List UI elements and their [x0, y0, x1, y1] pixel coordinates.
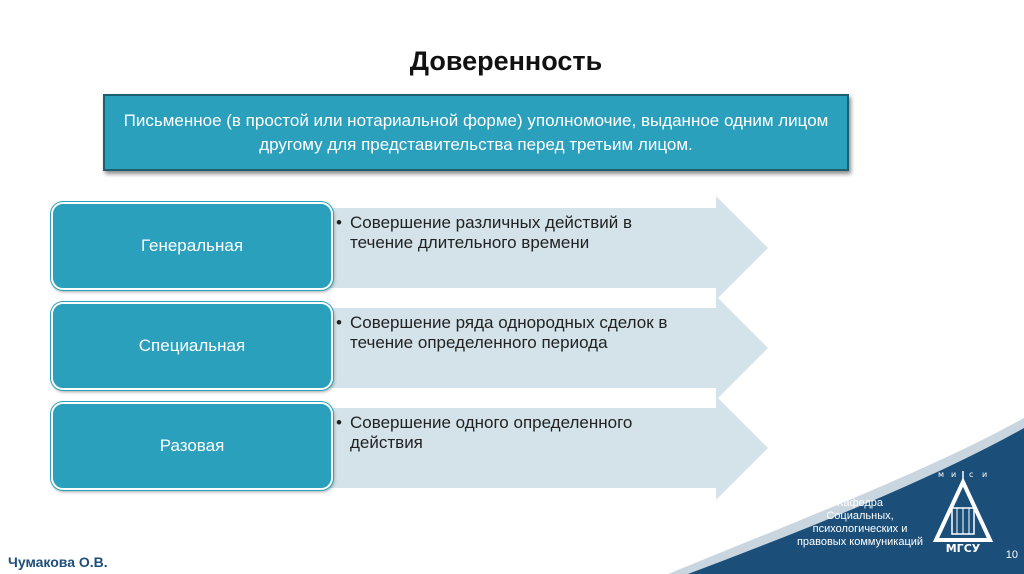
bullet: •: [336, 313, 342, 332]
type-description-text: Совершение одного определенного действия: [350, 413, 633, 452]
department-line: Кафедра: [836, 497, 884, 509]
slide-title: Доверенность: [409, 46, 603, 76]
department-line: правовых коммуникаций: [796, 536, 924, 548]
type-description: [336, 313, 696, 353]
type-label: Разовая: [159, 436, 225, 455]
type-label: Генеральная: [140, 236, 244, 255]
logo-text: МГСУ: [945, 542, 981, 554]
type-description-text: Совершение различных действий в течение длительного времени: [350, 213, 632, 252]
logo-letter: м: [938, 470, 945, 479]
type-box-single: [51, 402, 333, 490]
type-box-general: [51, 202, 333, 290]
type-label: Специальная: [138, 336, 246, 355]
page-number: 10: [1005, 549, 1018, 561]
logo-letter: и: [951, 470, 957, 479]
type-description-text: Совершение ряда однородных сделок в течение определенного периода: [350, 313, 668, 352]
definition-box: [103, 94, 849, 171]
type-description: [336, 213, 696, 253]
bullet: •: [336, 413, 342, 432]
logo-letter: и: [982, 470, 988, 479]
type-description: [336, 413, 696, 453]
type-row-general: [0, 196, 780, 296]
type-box-special: [51, 302, 333, 390]
type-row-special: [0, 296, 780, 396]
definition-text: Письменное (в простой или нотариальной форме) уполномочие, выданное одним лицом другому для представительства перед третьим лицом.: [123, 110, 829, 154]
department-line: психологических и: [812, 523, 908, 535]
logo-letter: с: [969, 470, 974, 479]
department-line: Социальных,: [826, 510, 894, 522]
bullet: •: [336, 213, 342, 232]
author-name: Чумакова О.В.: [8, 554, 108, 570]
mgsu-logo-icon: [932, 468, 994, 554]
department-name: [795, 497, 925, 549]
type-row-single: [0, 396, 780, 496]
